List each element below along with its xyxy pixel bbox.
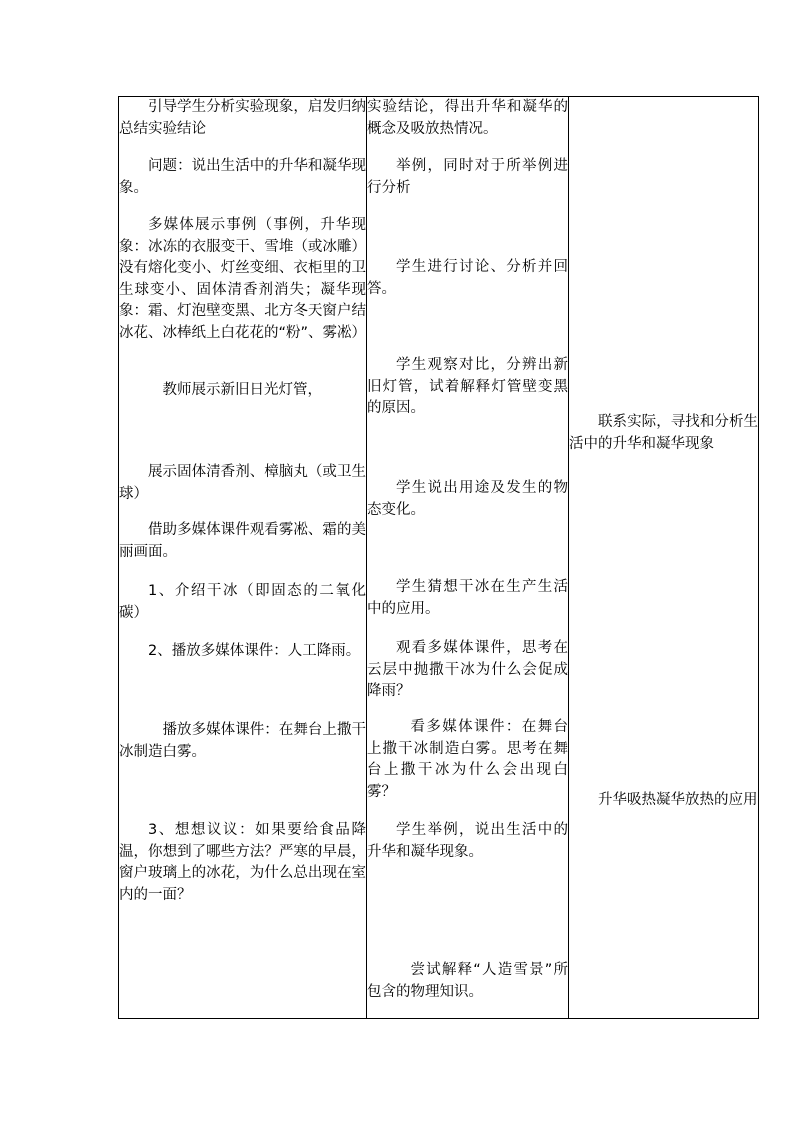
intent-text-application: 升华吸热凝华放热的应用 xyxy=(598,792,758,808)
intent-text-real-life: 联系实际，寻找和分析生活中的升华和凝华现象 xyxy=(569,414,758,452)
student-text-examples-2: 学生举例，说出生活中的升华和凝华现象。 xyxy=(367,822,568,860)
student-activity-cell xyxy=(367,97,569,1019)
teacher-text-examples: 多媒体展示事例（事例，升华现象：冰冻的衣服变干、雪堆（或冰雕）没有熔化变小、灯丝变细、衣柜里的卫生球变小、固体清香剂消失；凝华现象：霜、灯泡壁变黑、北方冬天窗户结冰花、冰棒纸上白花花的“粉”、雾凇） xyxy=(119,217,367,341)
student-text-stage-fog: 看多媒体课件：在舞台上撒干冰制造白雾。思考在舞台上撒干冰为什么会出现白雾？ xyxy=(367,719,568,800)
student-text-discuss: 学生进行讨论、分析并回答。 xyxy=(367,259,568,297)
teacher-text-lamp: 教师展示新旧日光灯管， xyxy=(162,382,322,398)
teacher-text-stage-fog: 播放多媒体课件：在舞台上撒干冰制造白雾。 xyxy=(119,722,366,760)
teacher-activity-cell xyxy=(119,97,367,1019)
student-text-guess: 学生猜想干冰在生产生活中的应用。 xyxy=(367,579,568,617)
teacher-text-guide: 引导学生分析实验现象，启发归纳总结实验结论 xyxy=(119,99,366,137)
lesson-plan-table xyxy=(118,96,759,1019)
student-text-usage: 学生说出用途及发生的物态变化。 xyxy=(367,480,568,518)
design-intent-cell xyxy=(569,97,759,1019)
student-text-lamp: 学生观察对比，分辨出新旧灯管，试着解释灯管壁变黑的原因。 xyxy=(367,357,568,416)
table-row xyxy=(119,97,759,1019)
student-text-rain: 观看多媒体课件，思考在云层中抛撒干冰为什么会促成降雨？ xyxy=(367,640,568,699)
teacher-text-dry-ice: 1、介绍干冰（即固态的二氧化碳） xyxy=(119,583,366,621)
teacher-text-rain: 2、播放多媒体课件：人工降雨。 xyxy=(148,643,361,659)
teacher-text-question: 问题：说出生活中的升华和凝华现象。 xyxy=(119,158,366,196)
student-text-snow: 尝试解释“人造雪景”所包含的物理知识。 xyxy=(367,962,568,1000)
student-text-examples: 举例，同时对于所举例进行分析 xyxy=(367,158,568,196)
student-text-conclusion: 实验结论，得出升华和凝华的概念及吸放热情况。 xyxy=(367,99,568,137)
teacher-text-freshener: 展示固体清香剂、樟脑丸（或卫生球） xyxy=(119,464,366,502)
teacher-text-discussion: 3、想想议议：如果要给食品降温，你想到了哪些方法？严寒的早晨，窗户玻璃上的冰花，为什么总出现在室内的一面？ xyxy=(119,822,366,903)
teacher-text-rime: 借助多媒体课件观看雾凇、霜的美丽画面。 xyxy=(119,522,366,560)
